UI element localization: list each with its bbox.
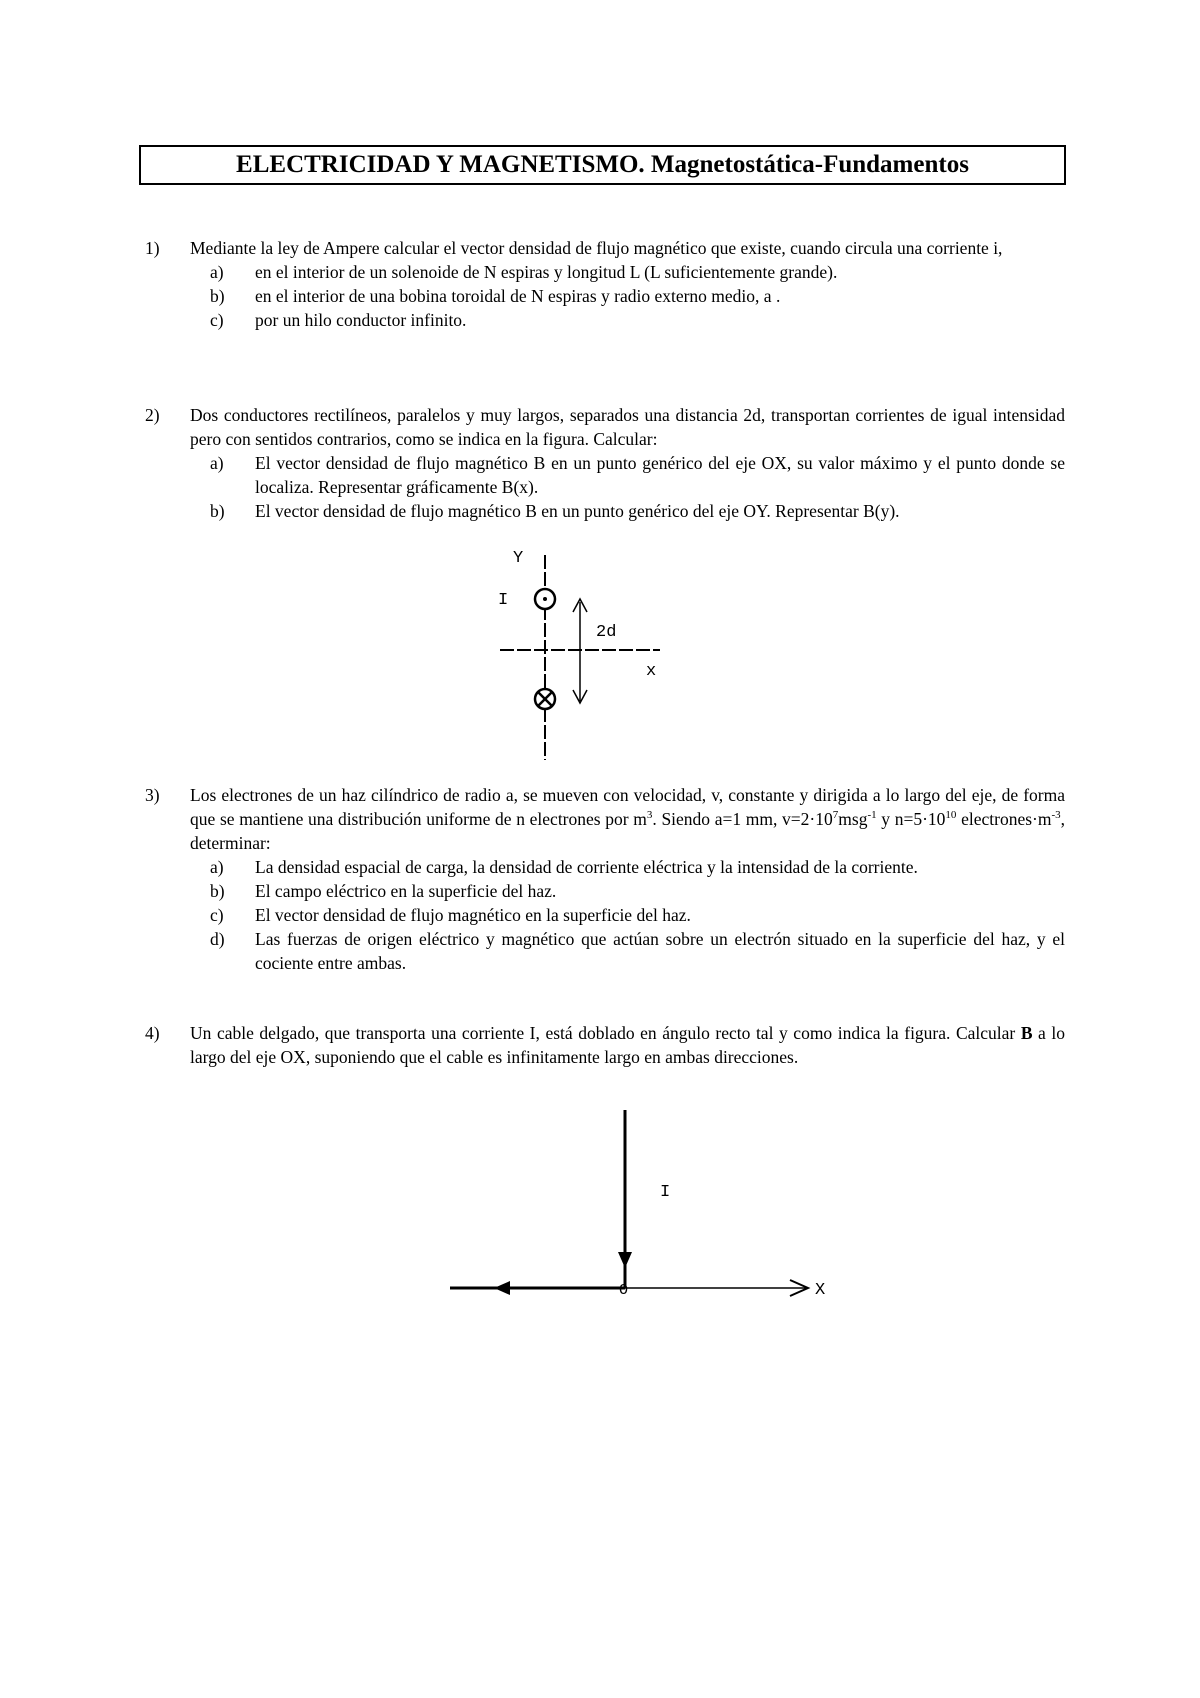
label-i: I xyxy=(660,1183,671,1202)
problem-item xyxy=(210,260,1065,284)
problem-item xyxy=(210,903,1065,927)
problem-number: 4) xyxy=(145,1023,160,1043)
problem-statement: Mediante la ley de Ampere calcular el vector densidad de flujo magnético que existe, cuando circula una corriente i, xyxy=(190,238,1003,258)
problem-item xyxy=(210,855,1065,879)
item-label: a) xyxy=(210,453,224,473)
superscript: 3 xyxy=(646,809,653,822)
current-out-dot-icon xyxy=(543,597,547,601)
problem-item xyxy=(210,927,1065,975)
problem-3 xyxy=(145,783,1065,975)
item-text: Las fuerzas de origen eléctrico y magnético que actúan sobre un electrón situado en la superficie del haz, y el cociente entre ambas. xyxy=(255,929,1065,973)
statement-part: msg xyxy=(838,809,868,829)
superscript: -1 xyxy=(867,809,877,822)
problem-item xyxy=(210,284,1065,308)
problem-4 xyxy=(145,1021,1065,1069)
statement-part: Los electrones de un haz cilíndrico de radio a, se mueven con velocidad, v, constante y dirigida a lo largo del eje, de forma que se mantiene una distribución uniforme de n electrones por m xyxy=(190,785,1065,829)
item-text: El vector densidad de flujo magnético en la superficie del haz. xyxy=(255,905,691,925)
item-text: El vector densidad de flujo magnético B en un punto genérico del eje OY. Representar B(y). xyxy=(255,501,900,521)
problem-number: 2) xyxy=(145,405,160,425)
arrowhead-down-icon xyxy=(618,1252,632,1268)
page-title: ELECTRICIDAD Y MAGNETISMO. Magnetostática-Fundamentos xyxy=(139,145,1066,185)
item-text: por un hilo conductor infinito. xyxy=(255,310,467,330)
problem-item xyxy=(210,879,1065,903)
problem-1 xyxy=(145,236,1065,332)
problem-2 xyxy=(145,403,1065,523)
label-x: X xyxy=(815,1281,826,1300)
superscript: -3 xyxy=(1051,809,1061,822)
item-label: a) xyxy=(210,262,224,282)
problem-statement xyxy=(190,783,1065,855)
item-label: c) xyxy=(210,310,224,330)
problem-statement: Dos conductores rectilíneos, paralelos y muy largos, separados una distancia 2d, transportan corrientes de igual intensidad pero con sentidos contrarios, como se indica en la figura. Calcular: xyxy=(190,405,1065,449)
statement-part: y n=5·10 xyxy=(876,809,946,829)
item-text: La densidad espacial de carga, la densidad de corriente eléctrica y la intensidad de la corriente. xyxy=(255,857,918,877)
label-y: Y xyxy=(513,549,524,568)
label-i: I xyxy=(498,591,509,610)
problem-number: 1) xyxy=(145,238,160,258)
problem-statement xyxy=(190,1021,1065,1069)
statement-part: Un cable delgado, que transporta una corriente I, está doblado en ángulo recto tal y como indica la figura. Calcular xyxy=(190,1023,1021,1043)
item-text: en el interior de una bobina toroidal de N espiras y radio externo medio, a . xyxy=(255,286,781,306)
figure-two-conductors xyxy=(480,540,680,770)
item-label: b) xyxy=(210,881,225,901)
arrowhead-left-icon xyxy=(494,1281,510,1295)
problem-item xyxy=(210,308,1065,332)
statement-part: . Siendo a=1 mm, v=2·10 xyxy=(652,809,833,829)
bold-symbol: B xyxy=(1020,1023,1033,1043)
label-x: x xyxy=(646,662,657,681)
item-label: b) xyxy=(210,501,225,521)
superscript: 7 xyxy=(832,809,839,822)
problem-item xyxy=(210,499,1065,523)
item-label: b) xyxy=(210,286,225,306)
problem-item xyxy=(210,451,1065,499)
statement-part: a lo largo del eje OX, suponiendo que el cable es infinitamente largo en ambas direcciones. xyxy=(190,1023,1065,1067)
superscript: 10 xyxy=(945,809,957,822)
item-text: El campo eléctrico en la superficie del haz. xyxy=(255,881,557,901)
item-text: en el interior de un solenoide de N espiras y longitud L (L suficientemente grande). xyxy=(255,262,838,282)
item-label: c) xyxy=(210,905,224,925)
figure-bent-wire xyxy=(440,1100,860,1300)
statement-part: , determinar: xyxy=(190,809,1066,853)
label-2d: 2d xyxy=(596,623,617,642)
problem-number: 3) xyxy=(145,785,160,805)
item-label: d) xyxy=(210,929,225,949)
statement-part: electrones·m xyxy=(956,809,1052,829)
item-label: a) xyxy=(210,857,224,877)
label-o: O xyxy=(619,1282,629,1299)
item-text: El vector densidad de flujo magnético B en un punto genérico del eje OX, su valor máximo y el punto donde se localiza. Representar gráficamente B(x). xyxy=(255,453,1065,497)
